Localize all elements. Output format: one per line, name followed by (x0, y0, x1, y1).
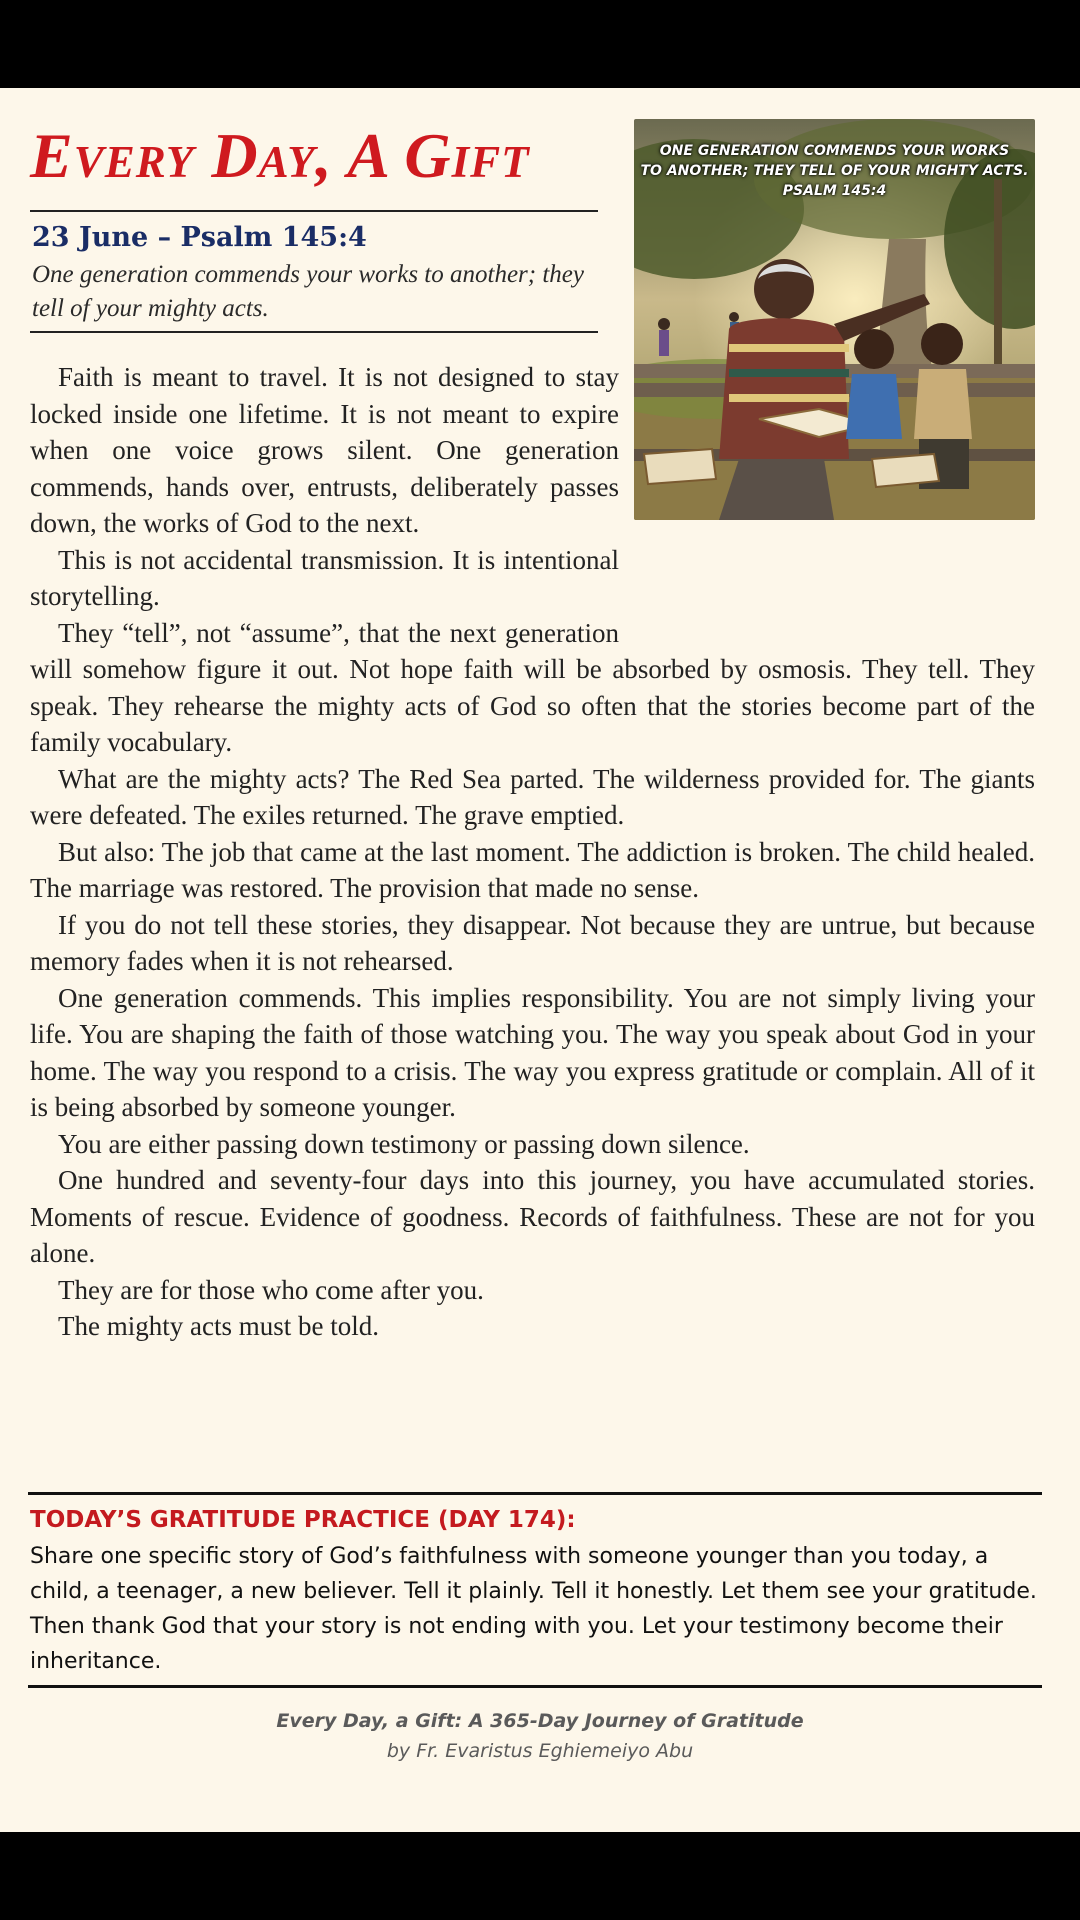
caption-line-3: PSALM 145:4 (782, 183, 887, 199)
gratitude-practice (28, 1492, 1042, 1688)
body-paragraph: One hundred and seventy-four days into this journey, you have accumulated stories. Moments of rescue. Evidence of goodness. Records of faithfulness. These are not for you alone. (30, 1165, 1035, 1268)
page-title: Every Day, A Gift (30, 120, 530, 191)
body-paragraph: The mighty acts must be told. (58, 1311, 379, 1341)
body-paragraph: Faith is meant to travel. It is not designed to stay locked inside one lifetime. It is not meant to expire when one voice grows silent. One generation commends, hands over, entrusts, deliberately passes down, the works of God to the next. (30, 362, 619, 538)
practice-title: TODAY’S GRATITUDE PRACTICE (DAY 174): (30, 1507, 576, 1533)
illustration-caption (634, 141, 1035, 201)
page-footer (0, 1706, 1080, 1766)
date-reference: 23 June – Psalm 145:4 (32, 222, 367, 253)
caption-line-2: TO ANOTHER; THEY TELL OF YOUR MIGHTY ACTS. (640, 163, 1029, 179)
body-paragraph: They “tell”, not “assume”, that the next generation will somehow figure it out. Not hope faith will be absorbed by osmosis. They tell. They speak. They rehearse the mighty acts of God so often that the stories become part of the family vocabulary. (30, 617, 1035, 757)
image-spacer (619, 359, 1035, 617)
body-paragraph: They are for those who come after you. (58, 1274, 484, 1305)
footer-book-title: Every Day, a Gift: A 365-Day Journey of Gratitude (276, 1710, 804, 1732)
body-paragraph: This is not accidental transmission. It is intentional storytelling. (30, 544, 619, 611)
title-rule (30, 210, 598, 212)
body-paragraph: You are either passing down testimony or passing down silence. (58, 1128, 750, 1159)
scripture-verse: One generation commends your works to another; they tell of your mighty acts. (32, 261, 584, 322)
body-paragraph: What are the mighty acts? The Red Sea parted. The wilderness provided for. The giants were defeated. The exiles returned. The grave emptied. (30, 763, 1035, 830)
body-paragraph: One generation commends. This implies responsibility. You are not simply living your life. You are shaping the faith of those watching you. The way you speak about God in your home. The way you respond to a crisis. The way you express gratitude or complain. All of it is being absorbed by someone younger. (30, 982, 1035, 1122)
verse-rule (30, 331, 598, 333)
caption-line-1: ONE GENERATION COMMENDS YOUR WORKS (659, 143, 1010, 159)
devotional-page (0, 88, 1080, 1832)
body-paragraph: If you do not tell these stories, they disappear. Not because they are untrue, but because memory fades when it is not rehearsed. (30, 909, 1035, 976)
body-paragraph: But also: The job that came at the last moment. The addiction is broken. The child healed. The marriage was restored. The provision that made no sense. (30, 836, 1035, 903)
footer-author: by Fr. Evaristus Eghiemeiyo Abu (386, 1740, 694, 1762)
devotional-body (30, 359, 1035, 1345)
practice-text: Share one specific story of God’s faithfulness with someone younger than you today, a child, a teenager, a new believer. Tell it plainly. Tell it honestly. Let them see your gratitude. Then thank God that your story is not ending with you. Let your testimony become their inheritance. (30, 1544, 1037, 1674)
